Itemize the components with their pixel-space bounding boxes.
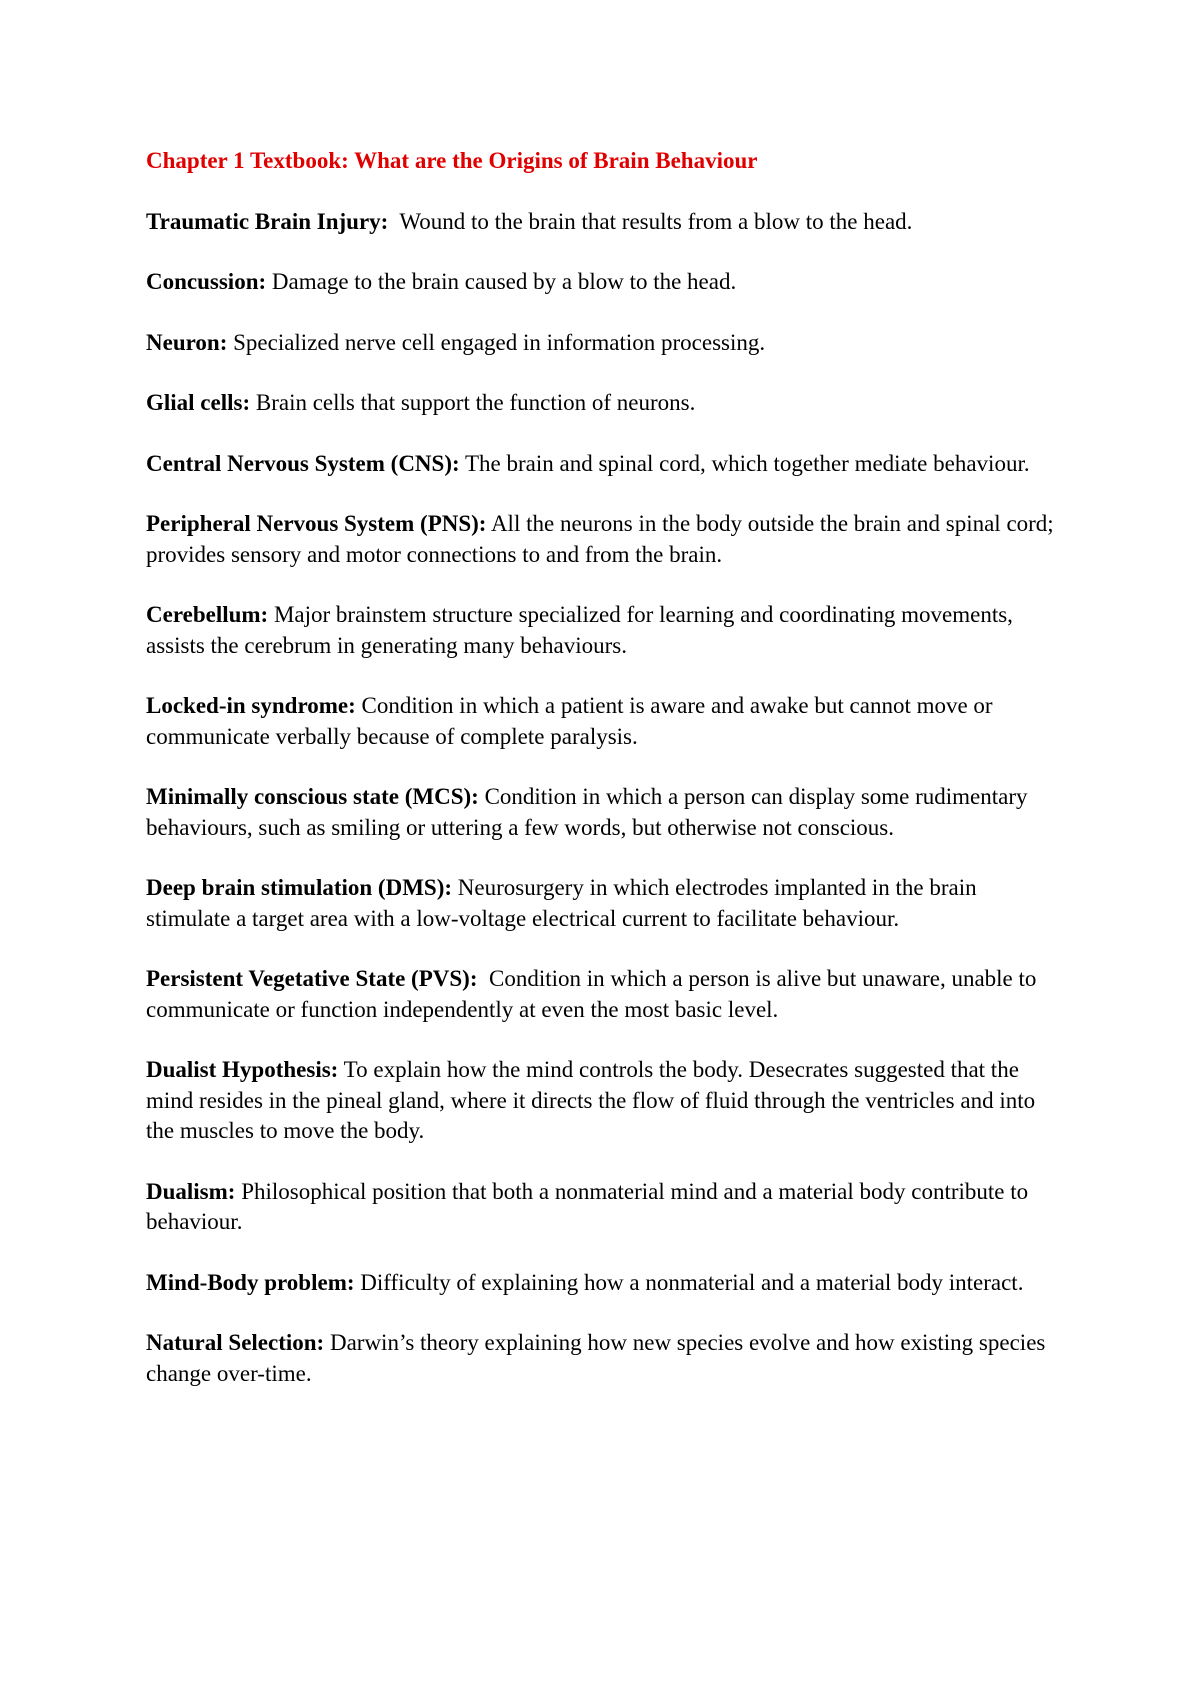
entry-definition: Specialized nerve cell engaged in information processing.: [227, 329, 766, 355]
glossary-entry: [146, 1328, 1066, 1389]
entry-term: Deep brain stimulation (DMS):: [146, 875, 453, 900]
entry-definition: Major brainstem structure specialized for learning and coordinating movements, assists the cerebrum in generating many behaviours.: [146, 602, 1013, 658]
entry-term: Minimally conscious state (MCS):: [146, 784, 479, 809]
glossary-entry: [146, 1055, 1066, 1147]
entry-term: Neuron:: [146, 329, 228, 355]
entry-definition: Condition in which a person can display some rudimentary behaviours, such as smiling or uttering a few words, but otherwise not conscious.: [146, 784, 1028, 840]
entry-definition: To explain how the mind controls the body. Desecrates suggested that the mind resides in the pineal gland, where it directs the flow of fluid through the ventricles and into the muscles to move the body.: [146, 1057, 1036, 1143]
document-body: [146, 146, 1066, 1419]
entry-definition: Darwin’s theory explaining how new species evolve and how existing species change over-time.: [146, 1330, 1046, 1386]
entry-definition: Neurosurgery in which electrodes implanted in the brain stimulate a target area with a low-voltage electrical current to facilitate behaviour.: [146, 875, 977, 931]
entry-term: Locked-in syndrome:: [146, 693, 356, 718]
entry-term: Mind-Body problem:: [146, 1269, 355, 1295]
entry-definition: Brain cells that support the function of neurons.: [250, 390, 696, 415]
entry-definition: Wound to the brain that results from a blow to the head.: [388, 208, 913, 234]
glossary-entry: [146, 691, 1066, 752]
entry-definition: Damage to the brain caused by a blow to the head.: [266, 269, 737, 294]
glossary-entry: [146, 600, 1066, 661]
entry-term: Persistent Vegetative State (PVS):: [146, 966, 478, 991]
entry-term: Natural Selection:: [146, 1330, 325, 1355]
entry-term: Concussion:: [146, 269, 267, 294]
glossary-entry: [146, 964, 1066, 1025]
entry-definition: Philosophical position that both a nonmaterial mind and a material body contribute to behaviour.: [146, 1178, 1029, 1234]
glossary-entry: [146, 873, 1066, 934]
entry-definition: All the neurons in the body outside the brain and spinal cord; provides sensory and motor connections to and from the brain.: [146, 511, 1054, 567]
entry-term: Glial cells:: [146, 390, 251, 415]
entry-term: Traumatic Brain Injury:: [146, 208, 389, 234]
glossary-entry: [146, 267, 1066, 298]
glossary-entry: [146, 449, 1066, 480]
glossary-entry: [146, 782, 1066, 843]
entry-term: Peripheral Nervous System (PNS):: [146, 511, 487, 536]
entry-term: Cerebellum:: [146, 602, 269, 627]
entry-definition: Difficulty of explaining how a nonmaterial and a material body interact.: [354, 1269, 1024, 1295]
entry-definition: Condition in which a person is alive but unaware, unable to communicate or function independently at even the most basic level.: [146, 966, 1043, 1022]
glossary-entry: [146, 1177, 1066, 1238]
chapter-title: Chapter 1 Textbook: What are the Origins of Brain Behaviour: [146, 148, 758, 173]
glossary-entry: [146, 1268, 1066, 1299]
entry-term: Central Nervous System (CNS):: [146, 450, 460, 476]
glossary-entry: [146, 388, 1066, 419]
entry-definition: Condition in which a patient is aware and awake but cannot move or communicate verbally because of complete paralysis.: [146, 693, 993, 749]
glossary-entry: [146, 207, 1066, 238]
entry-term: Dualism:: [146, 1178, 236, 1204]
entry-term: Dualist Hypothesis:: [146, 1057, 339, 1082]
glossary-entry: [146, 509, 1066, 570]
glossary-entry: [146, 328, 1066, 359]
entry-definition: The brain and spinal cord, which together mediate behaviour.: [459, 450, 1030, 476]
